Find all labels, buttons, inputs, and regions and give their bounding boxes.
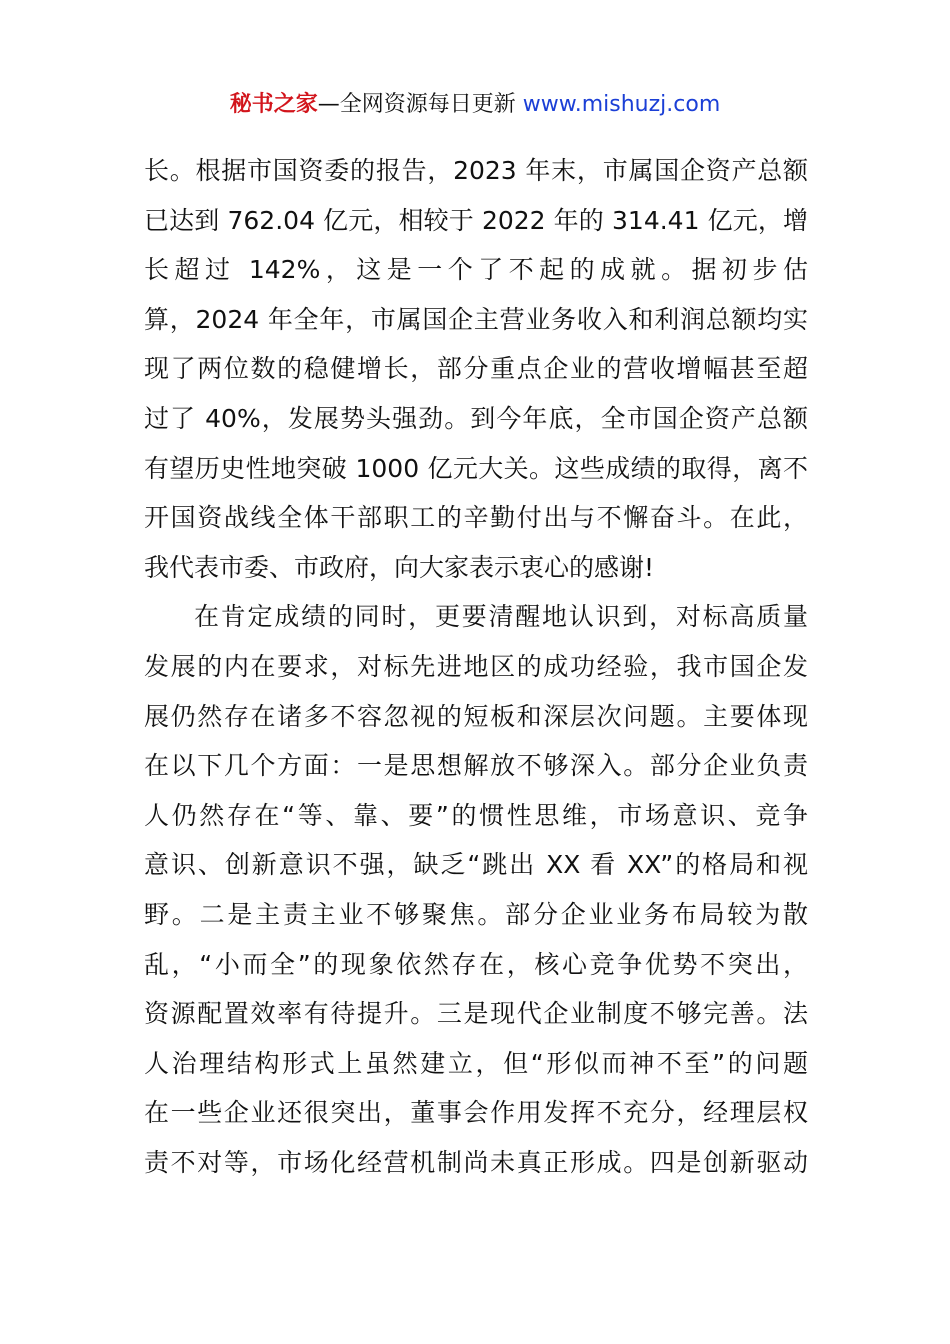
text-line: 责不对等，市场化经营机制尚未真正形成。四是创新驱动 [144,1147,808,1177]
text-line: 意识、创新意识不强，缺乏“跳出 XX 看 XX”的格局和视 [144,850,808,880]
text-line: 过了 40%，发展势头强劲。到今年底，全市国企资产总额 [144,403,808,433]
text-line: 人仍然存在“等、靠、要”的惯性思维，市场意识、竞争 [144,800,808,830]
text-line: 资源配置效率有待提升。三是现代企业制度不够完善。法 [144,999,808,1029]
text-line: 长超过 142%，这是一个了不起的成就。据初步估 [144,255,808,285]
header-brand: 秘书之家 [229,92,318,117]
text-line: 发展的内在要求，对标先进地区的成功经验，我市国企发 [144,651,808,681]
text-line: 算，2024 年全年，市属国企主营业务收入和利润总额均实 [144,304,808,334]
text-line: 开国资战线全体干部职工的辛勤付出与不懈奋斗。在此， [144,503,808,533]
paragraph-start-line: 在肯定成绩的同时，更要清醒地认识到，对标高质量 [194,602,808,632]
text-line: 展仍然存在诸多不容忽视的短板和深层次问题。主要体现 [144,701,808,731]
text-line: 在以下几个方面：一是思想解放不够深入。部分企业负责 [144,751,808,781]
text-line: 长。根据市国资委的报告，2023 年末，市属国企资产总额 [144,156,808,185]
text-line: 我代表市委、市政府，向大家表示衷心的感谢! [144,552,655,582]
text-line: 在一些企业还很突出，董事会作用发挥不充分，经理层权 [144,1098,808,1128]
text-line: 乱，“小而全”的现象依然存在，核心竞争优势不突出， [144,949,808,979]
header-tagline: —全网资源每日更新 [317,92,516,117]
text-line: 现了两位数的稳健增长，部分重点企业的营收增幅甚至超 [144,354,808,384]
document-body [144,146,808,1187]
text-line: 有望历史性地突破 1000 亿元大关。这些成绩的取得，离不 [144,453,808,483]
header-site-link[interactable]: www.mishuzj.com [522,92,721,117]
page-header [0,88,950,122]
text-line: 已达到 762.04 亿元，相较于 2022 年的 314.41 亿元，增 [144,205,808,235]
text-line: 野。二是主责主业不够聚焦。部分企业业务布局较为散 [144,899,808,929]
text-line: 人治理结构形式上虽然建立，但“形似而神不至”的问题 [144,1048,808,1078]
